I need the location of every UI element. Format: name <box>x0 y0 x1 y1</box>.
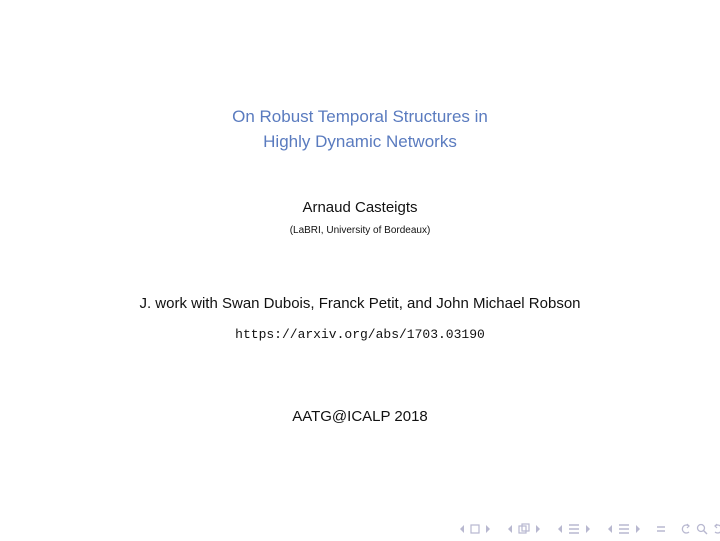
frame-forward-icon[interactable] <box>484 524 492 534</box>
subsection-back-icon[interactable] <box>506 524 514 534</box>
author-affiliation: (LaBRI, University of Bordeaux) <box>289 225 431 236</box>
arxiv-link[interactable]: https://arxiv.org/abs/1703.03190 <box>235 327 485 342</box>
section-icon[interactable] <box>568 523 580 535</box>
appendix-icon[interactable] <box>656 524 666 534</box>
slide-back-icon[interactable] <box>606 524 614 534</box>
frame-icon[interactable] <box>470 524 480 534</box>
beamer-navigation-bar <box>458 521 720 537</box>
subsection-forward-icon[interactable] <box>534 524 542 534</box>
venue: AATG@ICALP 2018 <box>292 408 428 425</box>
section-forward-icon[interactable] <box>584 524 592 534</box>
search-back-icon[interactable] <box>680 523 692 535</box>
search-icon[interactable] <box>696 523 708 535</box>
frame-back-icon[interactable] <box>458 524 466 534</box>
slide-title-line-1: On Robust Temporal Structures in <box>232 107 488 126</box>
subsection-icon[interactable] <box>518 523 530 535</box>
search-forward-icon[interactable] <box>712 523 720 535</box>
slide-title-line-2: Highly Dynamic Networks <box>263 132 457 151</box>
section-back-icon[interactable] <box>556 524 564 534</box>
slide-forward-icon[interactable] <box>634 524 642 534</box>
slides-icon[interactable] <box>618 523 630 535</box>
coauthors-line: J. work with Swan Dubois, Franck Petit, and John Michael Robson <box>139 295 581 312</box>
author-name: Arnaud Casteigts <box>302 199 418 216</box>
